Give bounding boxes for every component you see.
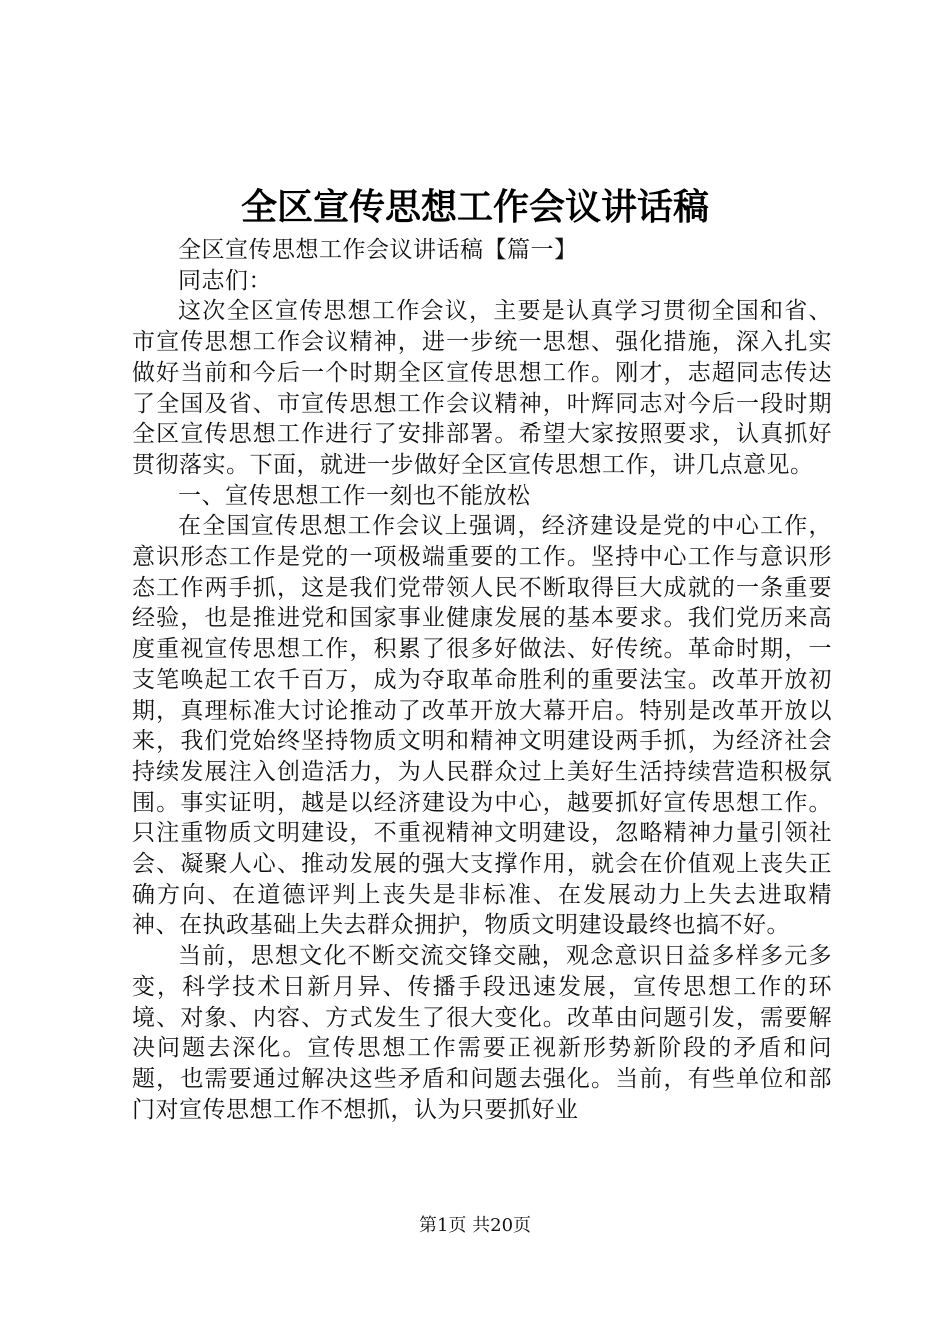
section-heading-part-one: 全区宣传思想工作会议讲话稿【篇一】 xyxy=(178,237,578,263)
section-heading-1: 一、宣传思想工作一刻也不能放松 xyxy=(178,482,531,509)
salutation: 同志们： xyxy=(178,267,272,294)
document-body xyxy=(132,235,832,1125)
document-title: 全区宣传思想工作会议讲话稿 xyxy=(240,186,709,228)
body-paragraph: 在全国宣传思想工作会议上强调，经济建设是党的中心工作，意识形态工作是党的一项极端重要的工作。坚持中心工作与意识形态工作两手抓，这是我们党带领人民不断取得巨大成就的一条重要经验，也是推进党和国家事业健康发展的基本要求。我们党历来高度重视宣传思想工作，积累了很多好做法、好传统。革命时期，一支笔唤起工农千百万，成为夺取革命胜利的重要法宝。改革开放初期，真理标准大讨论推动了改革开放大幕开启。特别是改革开放以来，我们党始终坚持物质文明和精神文明建设两手抓，为经济社会持续发展注入创造活力，为人民群众过上美好生活持续营造积极氛围。事实证明，越是以经济建设为中心，越要抓好宣传思想工作。只注重物质文明建设，不重视精神文明建设，忽略精神力量引领社会、凝聚人心、推动发展的强大支撑作用，就会在价值观上丧失正确方向、在道德评判上丧失是非标准、在发展动力上失去进取精神、在执政基础上失去群众拥护，物质文明建设最终也搞不好。 xyxy=(132,513,832,939)
page-number-footer: 第1页 共20页 xyxy=(418,1215,532,1236)
body-paragraph: 当前，思想文化不断交流交锋交融，观念意识日益多样多元多变，科学技术日新月异、传播手段迅速发展，宣传思想工作的环境、对象、内容、方式发生了很大变化。改革由问题引发，需要解决问题去深化。宣传思想工作需要正视新形势新阶段的矛盾和问题，也需要通过解决这些矛盾和问题去强化。当前，有些单位和部门对宣传思想工作不想抓，认为只要抓好业 xyxy=(132,943,832,1123)
body-paragraph: 这次全区宣传思想工作会议，主要是认真学习贯彻全国和省、市宣传思想工作会议精神，进一步统一思想、强化措施，深入扎实做好当前和今后一个时期全区宣传思想工作。刚才，志超同志传达了全国及省、市宣传思想工作会议精神，叶辉同志对今后一段时期全区宣传思想工作进行了安排部署。希望大家按照要求，认真抓好贯彻落实。下面，就进一步做好全区宣传思想工作，讲几点意见。 xyxy=(132,298,832,478)
